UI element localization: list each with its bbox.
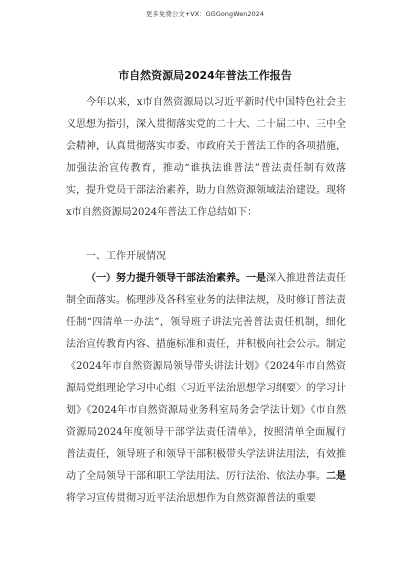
section1-block <box>66 268 346 510</box>
section1-text-1: 深入推进普法责任制全面落实。梳理涉及各科室业务的法律法规，及时修订普法责任制“四清单一办法”，领导班子讲法完善普法责任机制，细化法治宣传教育内容、措施标准和责任，并积极向社会公示。制定《2024年市自然资源局领导带头讲法计划》《2024年市自然资源局党组理论学习中心组〈习近平法治思想学习纲要〉的学习计划》《2024年市自然资源局业务科室局务会学法计划》《市自然资源局2024年度领导干部学法责任清单》，按照清单全面履行普法责任，领导班子和领导干部积极带头学法讲法用法，有效推动了全局领导干部和职工学法用法、厉行法治、依法办事。 <box>66 273 346 482</box>
section1-subheading: （一）努力提升领导干部法治素养。 <box>86 273 246 284</box>
header-note: 更多免费公文+VX：GGGongWen2024 <box>145 10 265 18</box>
section1-lead-2: 二是 <box>326 471 346 482</box>
intro-paragraph: 今年以来，x市自然资源局以习近平新时代中国特色社会主义思想为指引，深入贯彻落实党的二十大、二十届二中、三中全会精神，认真贯彻落实市委、市政府关于普法工作的各项措施，加强法治宣传教育，推动“谁执法谁普法”普法责任制有效落实，提升党员干部法治素养，助力自然资源领域法治建设。现将x市自然资源局2024年普法工作总结如下： <box>66 97 346 218</box>
section1-lead-1: 一是 <box>246 273 266 284</box>
section-heading: 一、工作开展情况 <box>86 251 166 262</box>
section1-text-2: 将学习宣传贯彻习近平法治思想作为自然资源普法的重要 <box>66 493 316 504</box>
intro-block <box>66 92 346 224</box>
document-title: 市自然资源局2024年普法工作报告 <box>118 69 292 82</box>
section1-paragraph <box>66 268 346 510</box>
